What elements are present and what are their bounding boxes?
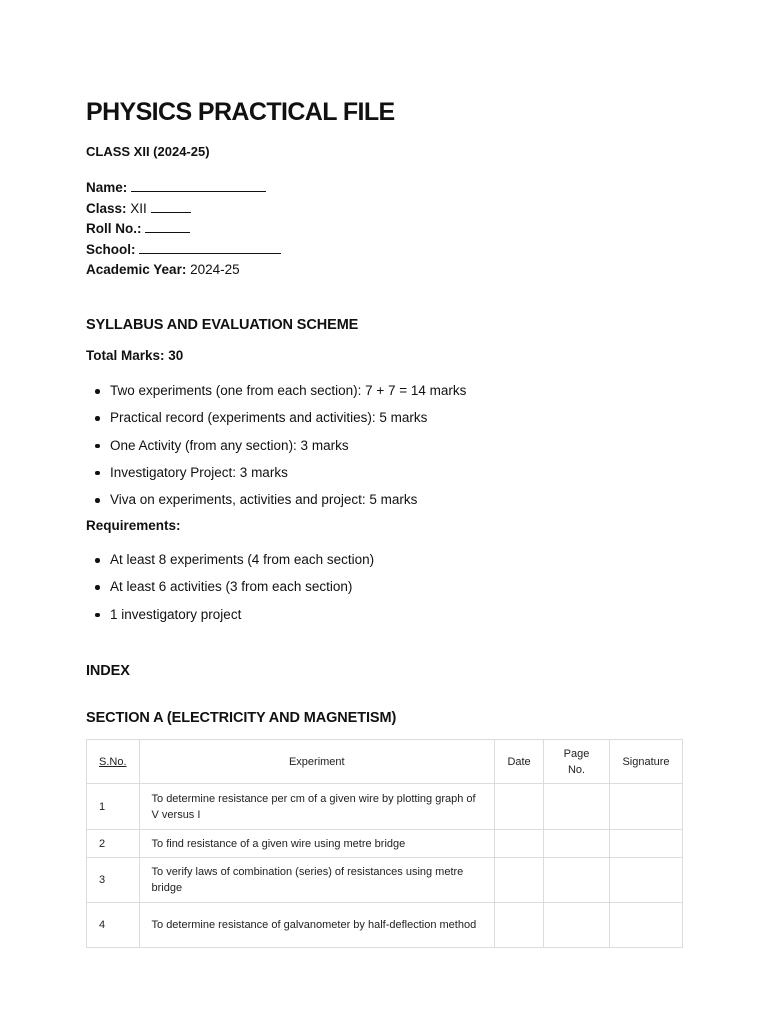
year-label: Academic Year: bbox=[86, 262, 187, 277]
page-cell bbox=[544, 903, 610, 948]
col-header-date: Date bbox=[495, 740, 544, 784]
list-item: Practical record (experiments and activities): 5 marks bbox=[110, 410, 466, 437]
list-item: Investigatory Project: 3 marks bbox=[110, 465, 466, 492]
page-cell bbox=[544, 784, 610, 830]
experiment-cell: To determine resistance per cm of a given wire by plotting graph of V versus I bbox=[139, 784, 495, 830]
index-heading: INDEX bbox=[86, 663, 130, 679]
list-item: One Activity (from any section): 3 marks bbox=[110, 438, 466, 465]
class-subtitle: CLASS XII (2024-25) bbox=[86, 144, 210, 159]
date-cell bbox=[495, 858, 544, 903]
name-label: Name: bbox=[86, 180, 128, 195]
requirements-label: Requirements: bbox=[86, 518, 181, 533]
table-row bbox=[87, 830, 683, 858]
date-cell bbox=[495, 903, 544, 948]
total-marks: Total Marks: 30 bbox=[86, 348, 184, 363]
col-header-experiment: Experiment bbox=[139, 740, 495, 784]
roll-blank-line bbox=[145, 219, 190, 233]
class-blank-line bbox=[151, 199, 191, 213]
experiment-cell: To verify laws of combination (series) of resistances using metre bridge bbox=[139, 858, 495, 903]
col-header-sno: S.No. bbox=[87, 740, 140, 784]
list-item: Two experiments (one from each section): 7 + 7 = 14 marks bbox=[110, 383, 466, 410]
school-blank-line bbox=[139, 240, 281, 254]
section-a-heading: SECTION A (ELECTRICITY AND MAGNETISM) bbox=[86, 710, 397, 726]
requirements-list bbox=[86, 552, 374, 634]
index-table bbox=[86, 739, 683, 948]
col-header-page: Page No. bbox=[544, 740, 610, 784]
experiment-cell: To find resistance of a given wire using metre bridge bbox=[139, 830, 495, 858]
date-cell bbox=[495, 830, 544, 858]
roll-row bbox=[86, 219, 281, 240]
year-value: 2024-25 bbox=[190, 262, 240, 277]
table-row bbox=[87, 858, 683, 903]
school-label: School: bbox=[86, 241, 136, 257]
list-item: At least 8 experiments (4 from each section) bbox=[110, 552, 374, 579]
syllabus-heading: SYLLABUS AND EVALUATION SCHEME bbox=[86, 317, 359, 333]
signature-cell bbox=[609, 903, 682, 948]
col-header-signature: Signature bbox=[609, 740, 682, 784]
name-row bbox=[86, 178, 281, 199]
page-cell bbox=[544, 858, 610, 903]
sno-cell: 1 bbox=[87, 784, 140, 830]
table-row bbox=[87, 784, 683, 830]
signature-cell bbox=[609, 830, 682, 858]
page-title: PHYSICS PRACTICAL FILE bbox=[86, 98, 395, 126]
table-header-row bbox=[87, 740, 683, 784]
experiment-cell: To determine resistance of galvanometer by half-deflection method bbox=[139, 903, 495, 948]
signature-cell bbox=[609, 858, 682, 903]
list-item: At least 6 activities (3 from each section) bbox=[110, 579, 374, 606]
roll-label: Roll No.: bbox=[86, 221, 142, 236]
page-cell bbox=[544, 830, 610, 858]
sno-cell: 2 bbox=[87, 830, 140, 858]
list-item: Viva on experiments, activities and project: 5 marks bbox=[110, 492, 466, 519]
student-info bbox=[86, 178, 281, 281]
sno-cell: 3 bbox=[87, 858, 140, 903]
list-item: 1 investigatory project bbox=[110, 607, 374, 634]
school-row bbox=[86, 240, 281, 261]
date-cell bbox=[495, 784, 544, 830]
marks-list bbox=[86, 383, 466, 519]
signature-cell bbox=[609, 784, 682, 830]
year-row bbox=[86, 260, 281, 281]
class-value: XII bbox=[130, 200, 147, 216]
table-row bbox=[87, 903, 683, 948]
class-row bbox=[86, 199, 281, 220]
name-blank-line bbox=[131, 178, 266, 192]
class-label: Class: bbox=[86, 200, 127, 216]
sno-cell: 4 bbox=[87, 903, 140, 948]
